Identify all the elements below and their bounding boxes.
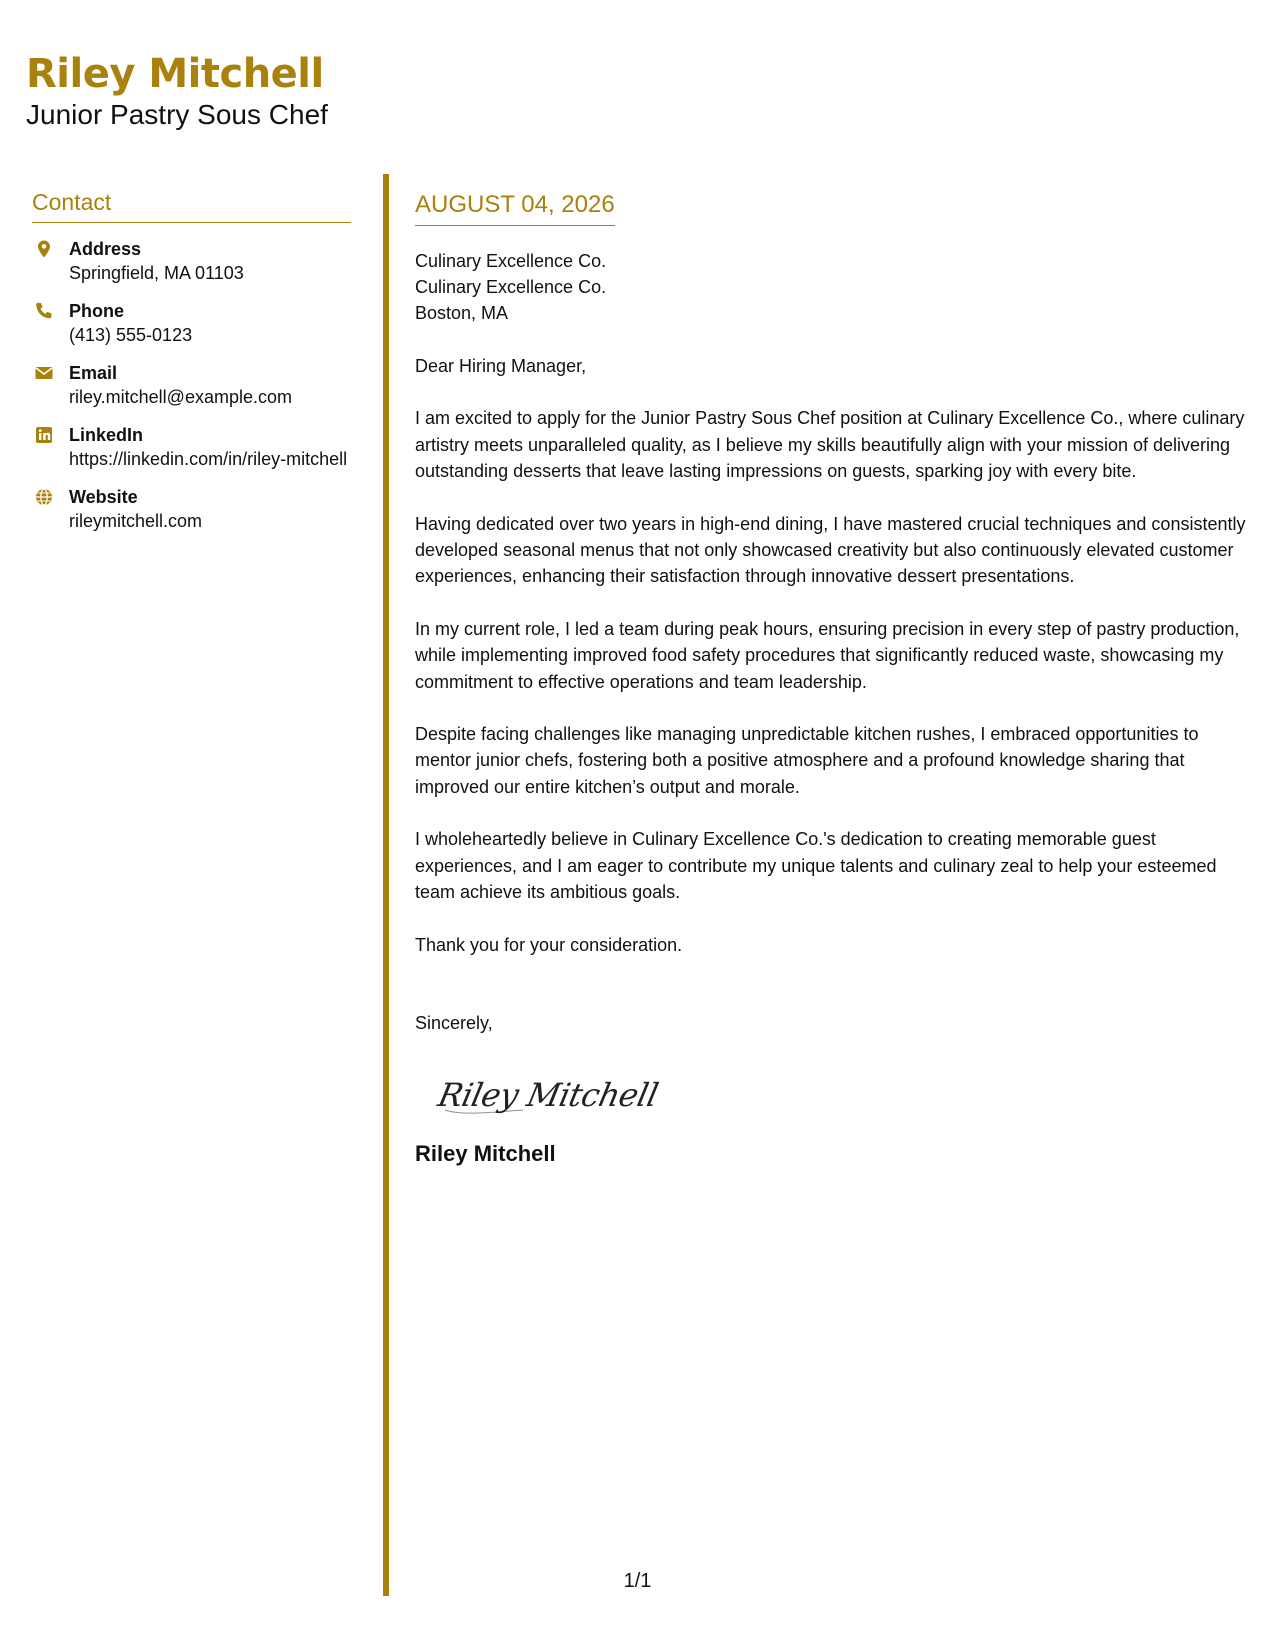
contact-label: Email [69,363,118,383]
linkedin-icon [34,425,54,445]
salutation: Dear Hiring Manager, [415,356,587,376]
recipient-line: Boston, MA [415,303,509,323]
contact-item-linkedin [32,423,351,472]
contact-item-address [32,237,351,286]
contact-list [32,237,351,534]
globe-icon [34,487,54,507]
applicant-name: Riley Mitchell [26,51,324,97]
contact-sidebar [32,188,351,547]
envelope-icon [34,363,54,383]
letter-paragraph: Despite facing challenges like managing unpredictable kitchen rushes, I embraced opportunities to mentor junior chefs, fostering both a positive atmosphere and a profound knowledge sharing that improved our entire kitchen’s output and morale. [415,724,1199,797]
contact-item-website [32,485,351,534]
letter-date: AUGUST 04, 2026 [415,190,615,226]
handwritten-signature [433,1066,1255,1126]
job-title: Junior Pastry Sous Chef [26,99,328,130]
contact-label: Address [69,239,142,259]
phone-value[interactable]: (413) 555-0123 [69,325,193,345]
letter-paragraph: In my current role, I led a team during peak hours, ensuring precision in every step of pastry production, while implementing improved food safety procedures that significantly reduced waste, showcasing my commitment to effective operations and team leadership. [415,618,1240,692]
contact-label: LinkedIn [69,425,144,445]
letter-paragraph: I wholeheartedly believe in Culinary Excellence Co.'s dedication to creating memorable guest experiences, and I am eager to contribute my unique talents and culinary zeal to help your esteemed team achieve its ambitious goals. [415,829,1217,903]
resume-header [26,48,328,132]
contact-item-phone [32,299,351,348]
email-value[interactable]: riley.mitchell@example.com [69,387,292,407]
page-number: 1/1 [623,1570,652,1592]
vertical-divider [383,174,389,1596]
location-pin-icon [34,239,54,259]
recipient-line: Culinary Excellence Co. [415,277,607,297]
contact-heading: Contact [32,188,351,223]
letter-paragraph: I am excited to apply for the Junior Pastry Sous Chef position at Culinary Excellence Co., where culinary artistry meets unparalleled quality, as I believe my skills beautifully align with your mission of delivering outstanding desserts that leave lasting impressions on guests, sparking joy with every bite. [415,408,1245,482]
recipient-block [415,248,1255,326]
letter-paragraph: Thank you for your consideration. [415,934,683,955]
phone-icon [34,301,54,321]
letter-paragraph: Having dedicated over two years in high-end dining, I have mastered crucial techniques and consistently developed seasonal menus that not only showcased creativity but also continuously elevated customer experiences, enhancing their satisfaction through innovative dessert presentations. [415,513,1246,587]
linkedin-value[interactable]: https://linkedin.com/in/riley-mitchell [69,449,348,469]
signature-glyphs: Riley Mitchell [434,1076,662,1115]
signer-name: Riley Mitchell [415,1141,556,1167]
closing: Sincerely, [415,1012,493,1033]
contact-label: Phone [69,301,125,321]
letter-body [415,190,1255,1168]
website-value[interactable]: rileymitchell.com [69,511,203,531]
address-value: Springfield, MA 01103 [69,263,244,283]
contact-label: Website [69,487,138,507]
contact-item-email [32,361,351,410]
recipient-line: Culinary Excellence Co. [415,251,607,271]
